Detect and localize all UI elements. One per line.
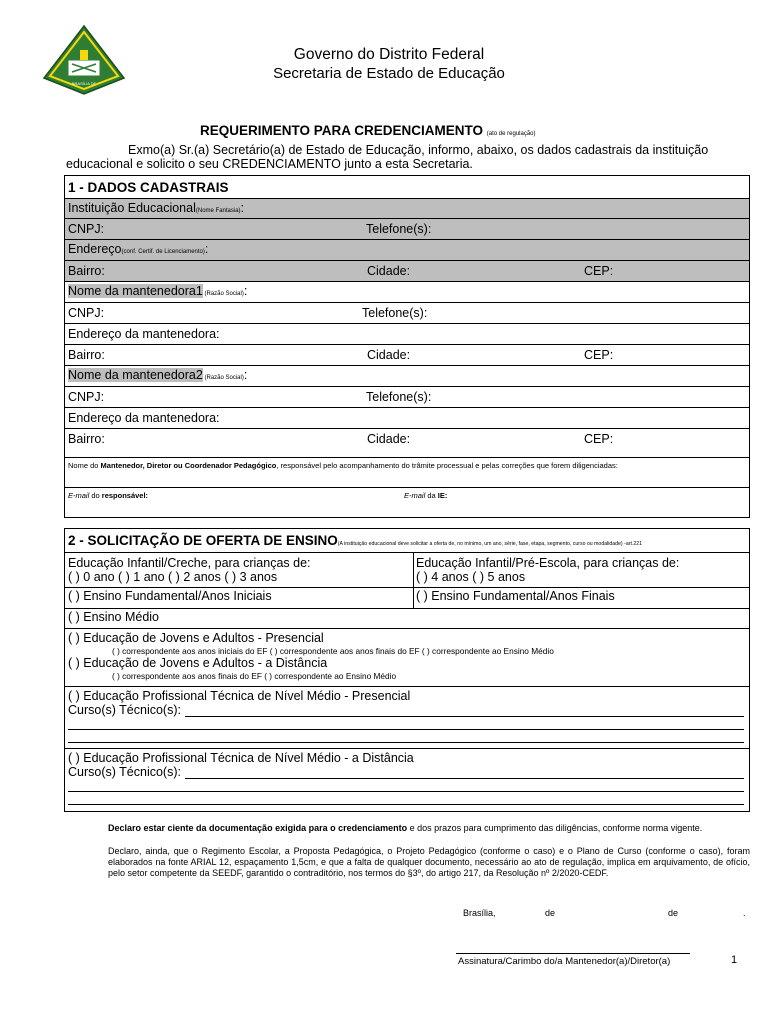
- bairro-label: Bairro:: [68, 432, 105, 446]
- creche-options[interactable]: ( ) 0 ano ( ) 1 ano ( ) 2 anos ( ) 3 anos: [68, 570, 278, 584]
- intro-paragraph: [66, 143, 756, 171]
- form-title: [200, 123, 536, 138]
- cursos-line[interactable]: [68, 791, 744, 792]
- date-de-2: de: [668, 908, 679, 918]
- endereco-mantenedora1-row[interactable]: [65, 324, 749, 345]
- responsavel-label: Nome do Mantenedor, Diretor ou Coordenador Pedagógico, responsável pelo acompanhamento do trâmite processual e pelas correções que forem diligenciadas:: [68, 461, 618, 470]
- assinatura-label: Assinatura/Carimbo do/a Mantenedor(a)/Diretor(a): [458, 956, 671, 967]
- endereco-mantenedora-label: Endereço da mantenedora:: [68, 327, 220, 341]
- intro-line-2: educacional e solicito o seu CREDENCIAMENTO junto a esta Secretaria.: [66, 157, 473, 171]
- cidade-label: Cidade:: [367, 432, 411, 446]
- pre-escola-options[interactable]: ( ) 4 anos ( ) 5 anos: [416, 570, 526, 584]
- header-line-1: Governo do Distrito Federal: [293, 46, 485, 63]
- cnpj-label: CNPJ:: [68, 390, 105, 404]
- educacao-infantil-row: [65, 553, 749, 588]
- brasilia-label: Brasília,: [463, 908, 496, 918]
- declaracao-1: [66, 823, 750, 834]
- declaracao-1-bold: Declaro estar ciente da documentação exigida para o credenciamento: [108, 823, 408, 833]
- eja-presencial-sub-options[interactable]: ( ) correspondente aos anos iniciais do EF ( ) correspondente aos anos finais do EF ( ) correspondente ao Ensino Médio: [112, 646, 554, 656]
- eja-distancia-option[interactable]: ( ) Educação de Jovens e Adultos - a Distância: [68, 656, 328, 670]
- fundamental-finais-option[interactable]: ( ) Ensino Fundamental/Anos Finais: [416, 589, 615, 603]
- signature-line[interactable]: [456, 953, 690, 954]
- ept-presencial-option[interactable]: ( ) Educação Profissional Técnica de Nível Médio - Presencial: [68, 689, 411, 703]
- creche-label: Educação Infantil/Creche, para crianças de:: [68, 556, 311, 570]
- responsavel-row[interactable]: [65, 458, 749, 488]
- telefone-label: Telefone(s):: [366, 222, 432, 236]
- bairro-label: Bairro:: [68, 264, 105, 278]
- section2-title: 2 - SOLICITAÇÃO DE OFERTA DE ENSINO(A instituição educacional deve solicitar a oferta de, no mínimo, um ano, série, fase, etapa, segmento, curso ou modalidade) -art.221: [68, 533, 642, 548]
- instituicao-row[interactable]: [65, 199, 749, 219]
- page-number: 1: [731, 954, 738, 966]
- declaracao-2-text: Declaro, ainda, que o Regimento Escolar, a Proposta Pedagógica, o Projeto Pedagógico (conforme o caso) e o Plano de Curso (conforme o caso), foram elaborados na fonte ARIAL 12, espaçamento 1,5cm, e que a falta de qualquer documento, necessário ao ato de regulação, implica em arquivamento, de ofício, pelo setor competente da SEEDF, garantido o contraditório, nos termos do §3º, do artigo 217, da Resolução nº 2/2020-CEDF.: [108, 846, 750, 878]
- cursos-tecnicos-label: Curso(s) Técnico(s):: [68, 703, 181, 717]
- cep-label: CEP:: [584, 348, 614, 362]
- cidade-label: Cidade:: [367, 264, 411, 278]
- fundamental-iniciais-option[interactable]: ( ) Ensino Fundamental/Anos Iniciais: [68, 589, 272, 603]
- eja-row: [65, 629, 749, 687]
- mantenedora2-label: Nome da mantenedora2 (Razão Social):: [68, 368, 248, 382]
- section-oferta-de-ensino: [64, 528, 750, 812]
- eja-distancia-sub-options[interactable]: ( ) correspondente aos anos finais do EF ( ) correspondente ao Ensino Médio: [112, 671, 397, 681]
- cep-label: CEP:: [584, 264, 614, 278]
- cnpj-row-3[interactable]: [65, 387, 749, 408]
- intro-line-1: Exmo(a) Sr.(a) Secretário(a) de Estado de Educação, informo, abaixo, os dados cadastrais da instituição: [128, 143, 709, 157]
- date-end-dot: .: [743, 908, 746, 918]
- section1-title-row: [65, 176, 749, 199]
- email-responsavel-label: E-mail do responsável:: [68, 491, 149, 500]
- section1-title: 1 - DADOS CADASTRAIS: [68, 180, 229, 195]
- telefone-label: Telefone(s):: [362, 306, 428, 320]
- ensino-fundamental-row: [65, 588, 749, 609]
- form-title-note: (ato de regulação): [486, 131, 536, 137]
- ept-distancia-row: [65, 749, 749, 811]
- form-title-main: REQUERIMENTO PARA CREDENCIAMENTO: [200, 123, 484, 138]
- cursos-line[interactable]: [185, 716, 744, 717]
- mantenedora1-label: Nome da mantenedora1 (Razão Social):: [68, 284, 248, 298]
- cursos-tecnicos-label: Curso(s) Técnico(s):: [68, 765, 181, 779]
- ensino-medio-option[interactable]: ( ) Ensino Médio: [68, 610, 160, 624]
- cnpj-row-1[interactable]: [65, 219, 749, 240]
- eja-presencial-option[interactable]: ( ) Educação de Jovens e Adultos - Presencial: [68, 631, 324, 645]
- email-row[interactable]: [65, 488, 749, 517]
- bairro-row-2[interactable]: [65, 345, 749, 366]
- cursos-line[interactable]: [185, 778, 744, 779]
- endereco-mantenedora-label: Endereço da mantenedora:: [68, 411, 220, 425]
- bairro-label: Bairro:: [68, 348, 105, 362]
- date-de-1: de: [545, 908, 556, 918]
- header-line-2: Secretaria de Estado de Educação: [273, 65, 505, 82]
- ept-distancia-option[interactable]: ( ) Educação Profissional Técnica de Nível Médio - a Distância: [68, 751, 414, 765]
- endereco-mantenedora2-row[interactable]: [65, 408, 749, 429]
- endereco-label: Endereço(conf. Certif. de Licenciamento):: [68, 242, 209, 256]
- logo-text: BRASÍLIA DF: [71, 81, 97, 86]
- instituicao-label: Instituição Educacional(Nome Fantasia):: [68, 201, 245, 215]
- cidade-label: Cidade:: [367, 348, 411, 362]
- ensino-medio-row: [65, 609, 749, 629]
- mantenedora2-row[interactable]: [65, 366, 749, 387]
- cursos-line[interactable]: [68, 742, 744, 743]
- bairro-row-1[interactable]: [65, 261, 749, 282]
- bairro-row-3[interactable]: [65, 429, 749, 458]
- cursos-line[interactable]: [68, 804, 744, 805]
- section-dados-cadastrais: [64, 175, 750, 518]
- endereco-row[interactable]: [65, 240, 749, 261]
- declaracao-2: [66, 846, 750, 879]
- pre-escola-label: Educação Infantil/Pré-Escola, para crianças de:: [416, 556, 680, 570]
- cep-label: CEP:: [584, 432, 614, 446]
- email-ie-label: E-mail da IE:: [404, 491, 448, 500]
- ept-presencial-row: [65, 687, 749, 749]
- cnpj-label: CNPJ:: [68, 306, 105, 320]
- cursos-line[interactable]: [68, 729, 744, 730]
- mantenedora1-row[interactable]: [65, 282, 749, 303]
- cnpj-row-2[interactable]: [65, 303, 749, 324]
- declaracao-1-rest: e dos prazos para cumprimento das diligências, conforme norma vigente.: [407, 823, 703, 833]
- cnpj-label: CNPJ:: [68, 222, 105, 236]
- telefone-label: Telefone(s):: [366, 390, 432, 404]
- section2-title-row: [65, 529, 749, 553]
